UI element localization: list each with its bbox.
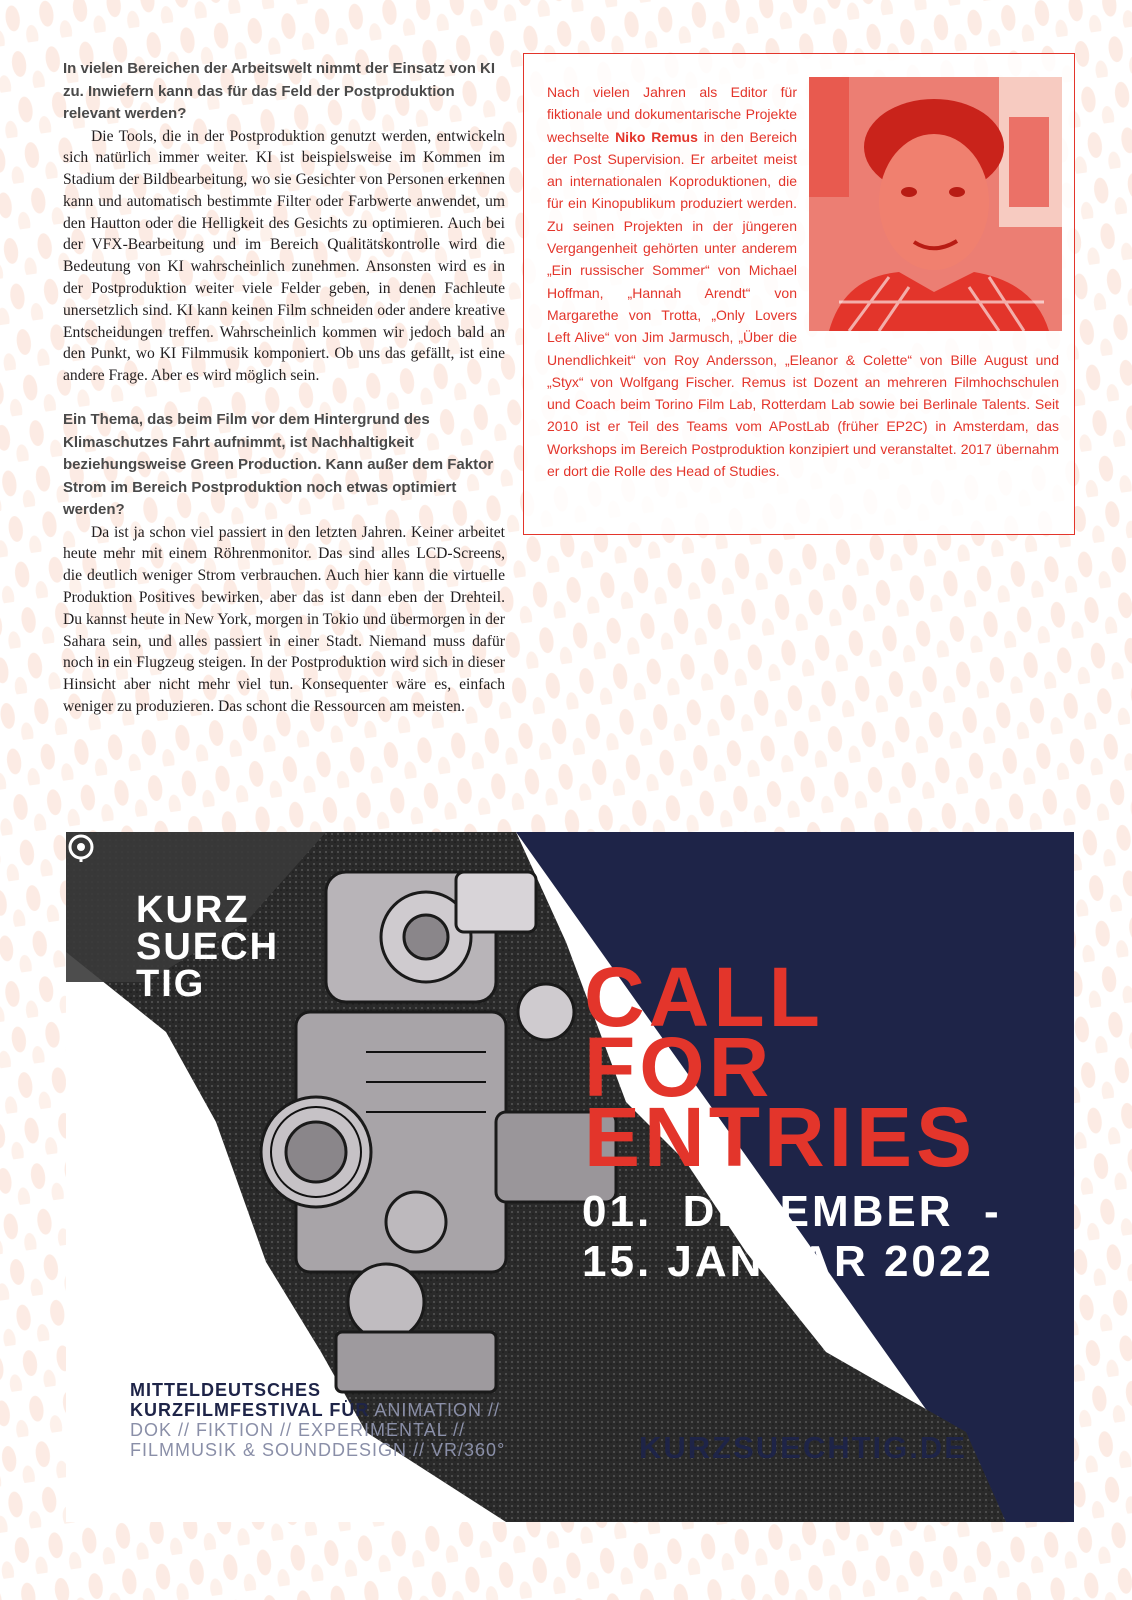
answer-2: Da ist ja schon viel passiert in den letzten Jahren. Keiner arbeitet heute mehr mit einem Röhrenmonitor. Das sind alles LCD-Screens, die deutlich weniger Strom verbrauchen. Auch hier kann die virtuelle Produktion Positives bewirken, aber das ist dann eben der Drehteil. Du kannst heute in New York, morgen in Tokio und übermorgen in der Sahara sein, und alles passiert in einer Stadt. Niemand muss dafür noch in ein Flugzeug steigen. In der Postproduktion wird sich in dieser Hinsicht aber nicht mehr viel tun. Konsequenter wäre es, einfach weniger zu produzieren. Das schont die Ressourcen am meisten. bbox=[63, 523, 505, 715]
bio-intro: Nach vielen Jahren als Editor für fiktionale und dokumentarische Projekte wechselte bbox=[547, 84, 797, 145]
festival-logo bbox=[136, 889, 280, 1005]
cfe-line-2: FOR bbox=[584, 1020, 774, 1114]
question-2: Ein Thema, das beim Film vor dem Hintergrund des Klimaschutzes Fahrt aufnimmt, ist Nachhaltigkeit beziehungsweise Green Production. Kann außer dem Faktor Strom im Bereich Postproduktion noch etwas optimiert werden? bbox=[63, 411, 494, 519]
festival-url[interactable]: KURZSUECHTIG.DE bbox=[639, 1430, 967, 1465]
festival-cat-1: ANIMATION // bbox=[374, 1400, 501, 1420]
date-line-2: 15. JANUAR 2022 bbox=[582, 1237, 994, 1286]
logo-line-2: SUECH bbox=[136, 926, 280, 968]
date-line-1: 01. DEZEMBER - bbox=[582, 1187, 1002, 1236]
question-1: In vielen Bereichen der Arbeitswelt nimmt der Einsatz von KI zu. Inwiefern kann das für das Feld der Postproduktion relevant werden? bbox=[63, 60, 496, 122]
logo-line-1: KURZ bbox=[136, 889, 250, 931]
festival-cat-3: FILMMUSIK & SOUNDDESIGN // VR/360° bbox=[130, 1440, 506, 1460]
bio-box bbox=[523, 53, 1075, 535]
logo-eye-icon bbox=[66, 832, 96, 862]
call-for-entries-heading bbox=[584, 950, 977, 1184]
submission-dates bbox=[582, 1187, 1002, 1287]
bio-text bbox=[547, 81, 1059, 482]
cfe-line-3: ENTRIES bbox=[584, 1090, 977, 1184]
cfe-line-1: CALL bbox=[584, 950, 824, 1044]
logo-line-3: TIG bbox=[136, 963, 206, 1005]
bio-rest: in den Bereich der Post Supervision. Er arbeitet meist an internationalen Koproduktionen, die für ein Kinopublikum produziert werden. Zu seinen Projekten in der jüngeren Vergangenheit gehörten unter anderem „Ein russischer Sommer“ von Michael Hoffman, „Hannah Arendt“ von Margarethe von Trotta, „Only Lovers Left Alive“ von Jim Jarmusch, „Über die Unendlichkeit“ von Roy Andersson, „Eleanor & Colette“ von Bille August und „Styx“ von Wolfgang Fischer. Remus ist Dozent an mehreren Filmhochschulen und Coach beim Torino Film Lab, Rotterdam Lab sowie bei Berlinale Talents. Seit 2010 ist er Teil des Teams vom APostLab (früher EP2C) in Amsterdam, das Workshops im Bereich Postproduktion konzipiert und veranstaltet. 2017 übernahm er dort die Rolle des Head of Studies. bbox=[547, 128, 1059, 480]
festival-description bbox=[130, 1380, 505, 1460]
bio-name: Niko Remus bbox=[615, 128, 698, 145]
article-column bbox=[63, 58, 505, 718]
festival-cat-2: DOK // FIKTION // EXPERIMENTAL // bbox=[130, 1420, 466, 1440]
answer-1: Die Tools, die in der Postproduktion genutzt werden, entwickeln sich natürlich immer weiter. KI ist beispielsweise im Kommen im Stadium der Bildbearbeitung, wo sie Gesichter von Personen erkennen kann und automatisch bestimmte Filter oder Farbwerte anwendet, um den Hautton oder die Helligkeit des Gesichts zu optimieren. Auch bei der VFX-Bearbeitung und im Bereich Qualitätskontrolle wird die Bedeutung von KI wahrscheinlich zunehmen. Ansonsten wird es in der Postproduktion weiter viele Felder geben, in denen Fachleute unersetzlich sind. KI kann keinen Film schneiden oder andere kreative Entscheidungen treffen. Wahrscheinlich kommen wir jedoch bald an den Punkt, wo KI Filmmusik komponiert. Ob uns das gefällt, ist eine andere Frage. Aber es wird möglich sein. bbox=[63, 127, 505, 385]
festival-ad bbox=[66, 832, 1074, 1522]
festival-name-1: MITTELDEUTSCHES bbox=[130, 1380, 322, 1400]
festival-name-2: KURZFILMFESTIVAL FÜR bbox=[130, 1400, 370, 1420]
